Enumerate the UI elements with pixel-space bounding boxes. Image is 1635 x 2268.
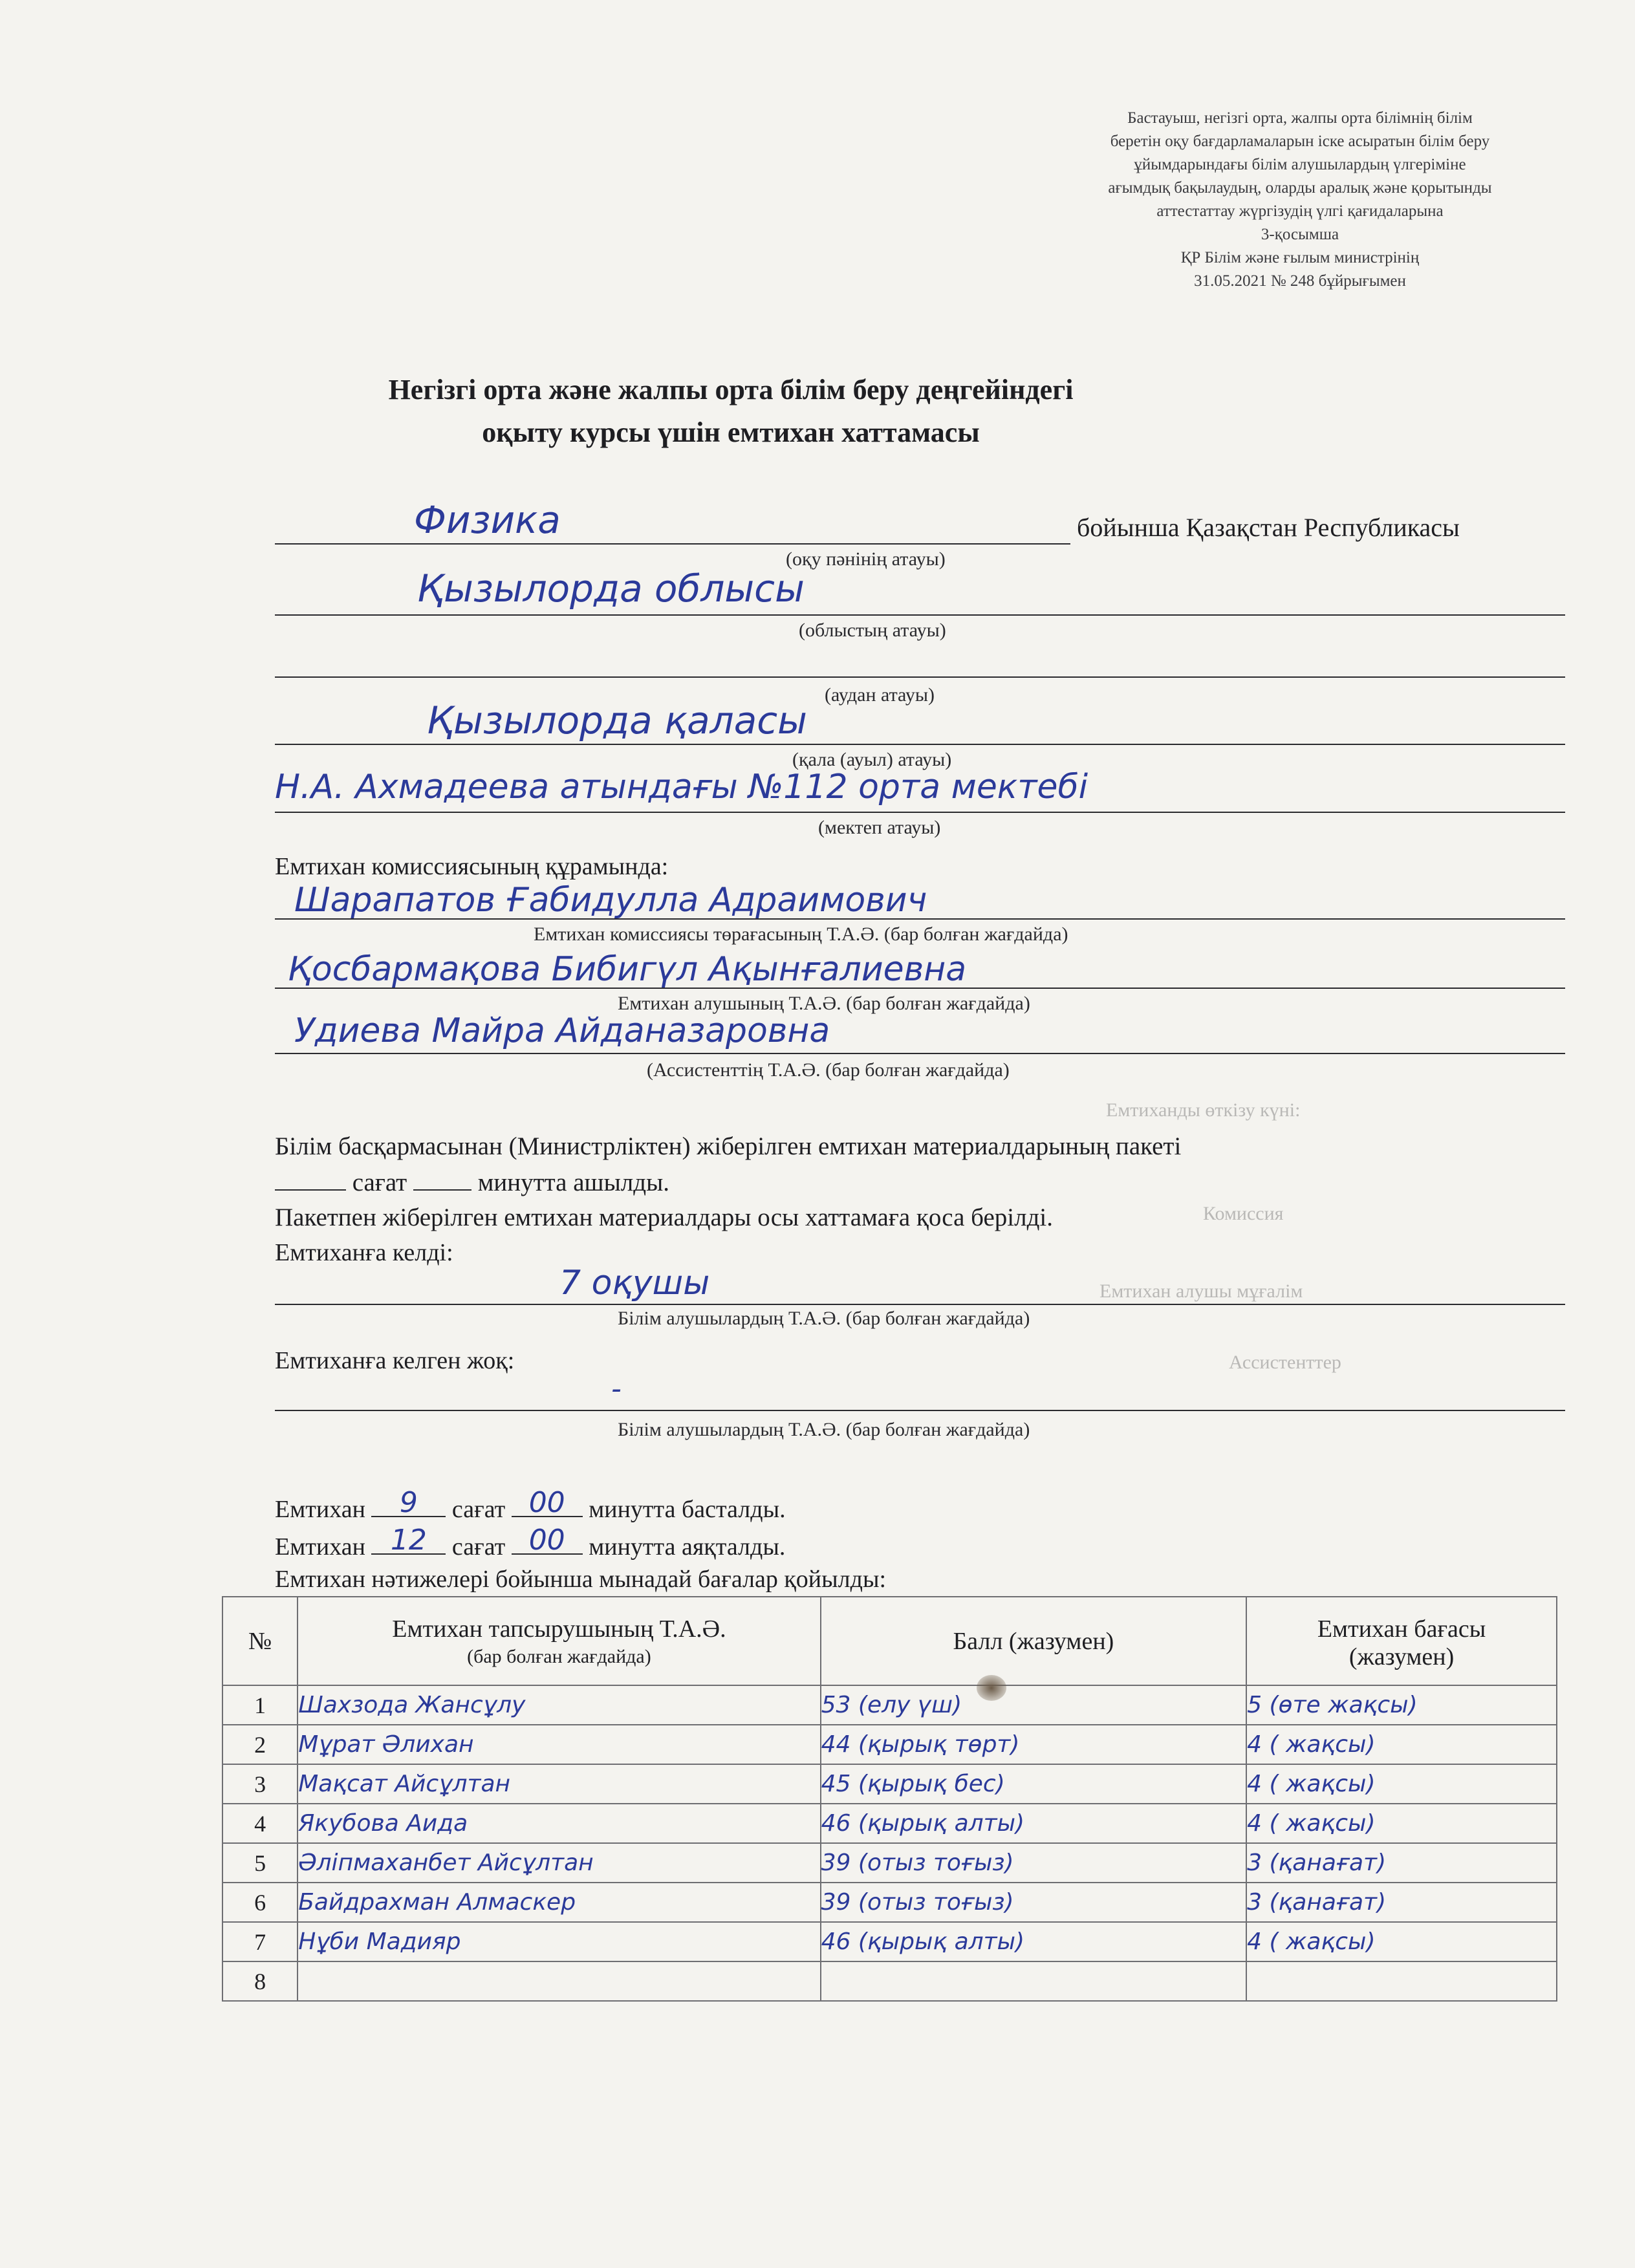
table-header-row bbox=[222, 1597, 1557, 1685]
col-number-header: № bbox=[222, 1597, 298, 1685]
attendance-absent-field bbox=[275, 1371, 1565, 1440]
school-underline bbox=[275, 812, 1565, 813]
header-note-line: беретін оқу бағдарламаларын іске асыратын білім беру bbox=[1110, 133, 1490, 150]
subject-value: Физика bbox=[414, 498, 561, 542]
start-hour-value: 9 bbox=[399, 1486, 418, 1519]
exam-start-line bbox=[275, 1486, 786, 1524]
table-row bbox=[222, 1764, 1557, 1804]
row-number: 5 bbox=[222, 1843, 298, 1883]
col-name-title: Емтихан тапсырушының Т.А.Ә. bbox=[392, 1615, 726, 1643]
table-row bbox=[222, 1685, 1557, 1725]
table-row bbox=[222, 1843, 1557, 1883]
title-line: оқыту курсы үшін емтихан хаттамасы bbox=[482, 416, 980, 448]
end-hour-value: 12 bbox=[390, 1524, 427, 1557]
city-value: Қызылорда қаласы bbox=[427, 698, 807, 742]
subject-underline bbox=[275, 543, 1070, 545]
student-name: Әліпмаханбет Айсұлтан bbox=[298, 1843, 820, 1883]
student-grade: 4 ( жақсы) bbox=[1246, 1922, 1557, 1961]
header-note-line: Бастауыш, негізгі орта, жалпы орта білімнің білім bbox=[1127, 109, 1473, 127]
absent-value: - bbox=[611, 1372, 622, 1405]
subject-caption: (оқу пәнінің атауы) bbox=[786, 548, 946, 570]
end-minute-value: 00 bbox=[528, 1524, 565, 1557]
header-note-line: аттестаттау жүргізудің үлгі қағидаларына bbox=[1156, 202, 1444, 220]
student-name bbox=[298, 1961, 820, 2001]
student-grade bbox=[1246, 1961, 1557, 2001]
package-minute-word: минутта ашылды. bbox=[477, 1169, 670, 1196]
document-title bbox=[272, 369, 1190, 454]
assistant-underline bbox=[275, 1053, 1565, 1054]
ink-smudge bbox=[977, 1675, 1006, 1701]
results-table bbox=[222, 1596, 1557, 2002]
subject-field bbox=[275, 498, 1565, 570]
attendance-absent-label: Емтиханға келген жоқ: bbox=[275, 1347, 515, 1374]
region-underline bbox=[275, 614, 1565, 616]
absent-caption: Білім алушылардың Т.А.Ә. (бар болған жағдайда) bbox=[618, 1419, 1030, 1440]
header-note-line: ұйымдарындағы білім алушылардың үлгеріміне bbox=[1134, 156, 1466, 173]
ghost-text: Ассистенттер bbox=[1229, 1352, 1341, 1373]
district-underline bbox=[275, 676, 1565, 678]
student-name: Байдрахман Алмаскер bbox=[298, 1883, 820, 1922]
student-score: 46 (қырық алты) bbox=[821, 1922, 1247, 1961]
came-caption: Білім алушылардың Т.А.Ә. (бар болған жағдайда) bbox=[618, 1308, 1030, 1329]
student-grade: 3 (қанағат) bbox=[1246, 1843, 1557, 1883]
came-underline bbox=[275, 1304, 1565, 1305]
student-score: 46 (қырық алты) bbox=[821, 1804, 1247, 1843]
chair-caption: Емтихан комиссиясы төрағасының Т.А.Ә. (бар болған жағдайда) bbox=[534, 923, 1068, 945]
package-minute-blank bbox=[413, 1167, 471, 1191]
table-row bbox=[222, 1922, 1557, 1961]
row-number: 3 bbox=[222, 1764, 298, 1804]
region-value: Қызылорда облысы bbox=[417, 567, 805, 610]
ghost-text: Комиссия bbox=[1203, 1203, 1284, 1224]
package-opened-text: Білім басқармасынан (Министрліктен) жіберілген емтихан материалдарының пакеті bbox=[275, 1132, 1182, 1160]
row-number: 4 bbox=[222, 1804, 298, 1843]
attendance-came-field bbox=[275, 1264, 1565, 1332]
city-caption: (қала (ауыл) атауы) bbox=[792, 749, 952, 770]
chair-value: Шарапатов Ғабидулла Адраимович bbox=[294, 881, 927, 920]
school-field bbox=[275, 768, 1565, 844]
col-grade-subtitle: (жазумен) bbox=[1348, 1643, 1455, 1670]
end-minute-blank bbox=[512, 1524, 583, 1557]
package-attached-text: Пакетпен жіберілген емтихан материалдары осы хаттамаға қоса берілді. bbox=[275, 1204, 1054, 1231]
student-name: Якубова Аида bbox=[298, 1804, 820, 1843]
end-suffix: минутта аяқталды. bbox=[589, 1533, 786, 1561]
student-grade: 5 (өте жақсы) bbox=[1246, 1685, 1557, 1725]
subject-suffix: бойынша Қазақстан Республикасы bbox=[1077, 513, 1460, 542]
student-name: Мақсат Айсұлтан bbox=[298, 1764, 820, 1804]
assistant-value: Удиева Майра Айданазаровна bbox=[294, 1011, 830, 1050]
city-field bbox=[275, 698, 1565, 776]
ghost-text: Емтиханды өткізу күні: bbox=[1106, 1099, 1301, 1121]
table-row bbox=[222, 1725, 1557, 1764]
start-minute-value: 00 bbox=[528, 1486, 565, 1519]
district-caption: (аудан атауы) bbox=[825, 684, 935, 706]
student-grade: 4 ( жақсы) bbox=[1246, 1725, 1557, 1764]
student-score bbox=[821, 1961, 1247, 2001]
student-score: 39 (отыз тоғыз) bbox=[821, 1883, 1247, 1922]
assistant-field bbox=[275, 1011, 1565, 1086]
table-row bbox=[222, 1804, 1557, 1843]
region-field bbox=[275, 569, 1565, 640]
school-value: Н.А. Ахмадеева атындағы №112 орта мектебі bbox=[275, 768, 1088, 806]
assistant-caption: (Ассистенттің Т.А.Ә. (бар болған жағдайда) bbox=[647, 1059, 1010, 1081]
ghost-text: Емтихан алушы мұғалім bbox=[1099, 1280, 1303, 1302]
city-underline bbox=[275, 744, 1565, 745]
header-note-line: ҚР Білім және ғылым министрінің bbox=[1180, 249, 1420, 266]
student-score: 39 (отыз тоғыз) bbox=[821, 1843, 1247, 1883]
student-score: 45 (қырық бес) bbox=[821, 1764, 1247, 1804]
student-grade: 4 ( жақсы) bbox=[1246, 1804, 1557, 1843]
package-time-line bbox=[275, 1167, 669, 1197]
col-name-header bbox=[298, 1597, 820, 1685]
col-grade-header bbox=[1246, 1597, 1557, 1685]
package-hour-word: сағат bbox=[352, 1169, 407, 1196]
examiner-value: Қосбармақова Бибигүл Ақынғалиевна bbox=[288, 950, 967, 989]
student-name: Мұрат Әлихан bbox=[298, 1725, 820, 1764]
start-minute-blank bbox=[512, 1486, 583, 1519]
end-hour-blank bbox=[371, 1524, 446, 1557]
regulation-header-note bbox=[1009, 107, 1591, 293]
chair-field bbox=[275, 881, 1565, 957]
col-score-header: Балл (жазумен) bbox=[821, 1597, 1247, 1685]
start-hour-blank bbox=[371, 1486, 446, 1519]
table-row bbox=[222, 1961, 1557, 2001]
examiner-caption: Емтихан алушының Т.А.Ә. (бар болған жағдайда) bbox=[618, 993, 1030, 1014]
title-line: Негізгі орта және жалпы орта білім беру деңгейіндегі bbox=[388, 374, 1074, 405]
row-number: 2 bbox=[222, 1725, 298, 1764]
came-value: 7 оқушы bbox=[559, 1264, 710, 1302]
region-caption: (облыстың атауы) bbox=[799, 620, 946, 641]
attendance-came-label: Емтиханға келді: bbox=[275, 1239, 453, 1266]
student-grade: 4 ( жақсы) bbox=[1246, 1764, 1557, 1804]
exam-word: Емтихан bbox=[275, 1533, 365, 1561]
student-score: 53 (елу үш) bbox=[821, 1685, 1247, 1725]
table-row bbox=[222, 1883, 1557, 1922]
student-score: 44 (қырық төрт) bbox=[821, 1725, 1247, 1764]
results-intro: Емтихан нәтижелері бойынша мынадай бағалар қойылды: bbox=[275, 1566, 887, 1593]
exam-word: Емтихан bbox=[275, 1496, 365, 1523]
end-hour-word: сағат bbox=[451, 1533, 506, 1561]
row-number: 8 bbox=[222, 1961, 298, 2001]
header-note-line: ағымдық бақылаудың, оларды аралық және қорытынды bbox=[1108, 179, 1492, 197]
header-note-line: 31.05.2021 № 248 бұйрығымен bbox=[1194, 272, 1406, 290]
start-hour-word: сағат bbox=[451, 1496, 506, 1523]
row-number: 1 bbox=[222, 1685, 298, 1725]
student-name: Нұби Мадияр bbox=[298, 1922, 820, 1961]
header-note-line: 3-қосымша bbox=[1261, 226, 1339, 243]
row-number: 7 bbox=[222, 1922, 298, 1961]
district-field bbox=[275, 634, 1565, 705]
commission-heading: Емтихан комиссиясының құрамында: bbox=[275, 853, 669, 880]
school-caption: (мектеп атауы) bbox=[818, 817, 941, 838]
student-grade: 3 (қанағат) bbox=[1246, 1883, 1557, 1922]
absent-underline bbox=[275, 1410, 1565, 1411]
package-hour-blank bbox=[275, 1167, 346, 1191]
student-name: Шахзода Жансұлу bbox=[298, 1685, 820, 1725]
row-number: 6 bbox=[222, 1883, 298, 1922]
start-suffix: минутта басталды. bbox=[589, 1496, 786, 1523]
exam-end-line bbox=[275, 1524, 786, 1561]
col-grade-title: Емтихан бағасы bbox=[1317, 1615, 1486, 1643]
col-name-subtitle: (бар болған жағдайда) bbox=[467, 1645, 651, 1667]
